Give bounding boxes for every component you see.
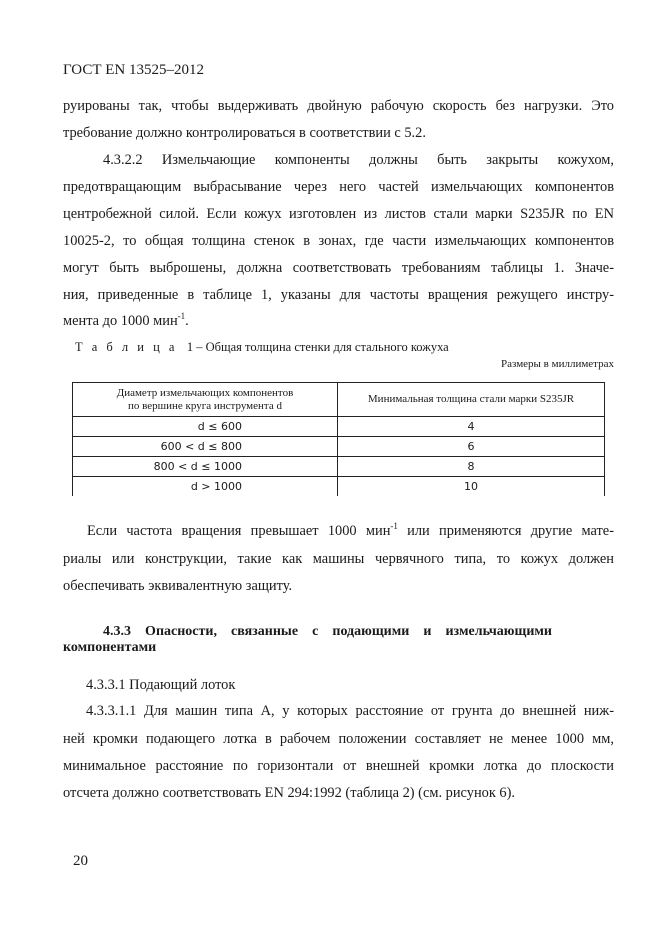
text-line: риалы или конструкции, такие как машины червячного типа, то кожух должен: [63, 551, 614, 567]
section-heading-cont: компонентами: [63, 640, 157, 655]
text-line: могут быть выброшены, должна соответствовать требованиям таблицы 1. Значе-: [63, 260, 614, 276]
table-row: [73, 477, 605, 497]
text-line: предотвращающим выбрасывание через него частей измельчающих компонентов: [63, 179, 614, 195]
text-line: обеспечивать эквивалентную защиту.: [63, 578, 293, 594]
table-cell: d > 1000: [73, 477, 338, 497]
table-cell: 4: [338, 417, 605, 437]
table-cell: 600 < d ≤ 800: [73, 437, 338, 457]
text-line: мента до 1000 мин$^{-1}$.: [63, 311, 189, 329]
table-units: Размеры в миллиметрах: [501, 358, 614, 370]
table-row: [73, 457, 605, 477]
table-caption: Т а б л и ц а 1 – Общая толщина стенки для стального кожуха: [75, 340, 449, 354]
text-line: центробежной силой. Если кожух изготовлен из листов стали марки S235JR по EN: [63, 206, 614, 222]
text-line: Если частота вращения превышает 1000 мин$^{-1}$ или применяются другие мате-: [87, 521, 614, 539]
table-cell: 10: [338, 477, 605, 497]
text-line: 10025-2, то общая толщина стенок в зонах, где части измельчающих компонентов: [63, 233, 614, 249]
text-line: ней кромки подающего лотка в рабочем положении составляет не менее 1000 мм,: [63, 731, 614, 747]
table-row: [73, 417, 605, 437]
text-line: руированы так, чтобы выдерживать двойную рабочую скорость без нагрузки. Это: [63, 98, 614, 114]
table-row: [73, 437, 605, 457]
section-heading: 4.3.3 Опасности, связанные с подающими и измельчающими: [103, 624, 552, 639]
page-number: 20: [73, 853, 88, 869]
subsection-heading: 4.3.3.1 Подающий лоток: [86, 677, 236, 693]
table-cell: 8: [338, 457, 605, 477]
text-line: ния, приведенные в таблице 1, указаны для частоты вращения режущего инстру-: [63, 287, 614, 303]
text-line: отсчета должно соответствовать EN 294:1992 (таблица 2) (см. рисунок 6).: [63, 785, 516, 801]
col1-header: Диаметр измельчающих компонентов по вершине круга инструмента d: [73, 383, 338, 417]
table-cell: 6: [338, 437, 605, 457]
table-cell: 800 < d ≤ 1000: [73, 457, 338, 477]
text-line: 4.3.3.1.1 Для машин типа А, у которых расстояние от грунта до внешней ниж-: [86, 703, 614, 719]
document-header: ГОСТ EN 13525–2012: [63, 62, 204, 78]
text-line: 4.3.2.2 Измельчающие компоненты должны быть закрыты кожухом,: [103, 152, 614, 168]
text-line: требование должно контролироваться в соответствии с 5.2.: [63, 125, 426, 141]
text-line: минимальное расстояние по горизонтали от внешней кромки лотка до плоскости: [63, 758, 614, 774]
table-cell: d ≤ 600: [73, 417, 338, 437]
thickness-table: [72, 382, 605, 496]
col2-header: Минимальная толщина стали марки S235JR: [338, 383, 605, 417]
